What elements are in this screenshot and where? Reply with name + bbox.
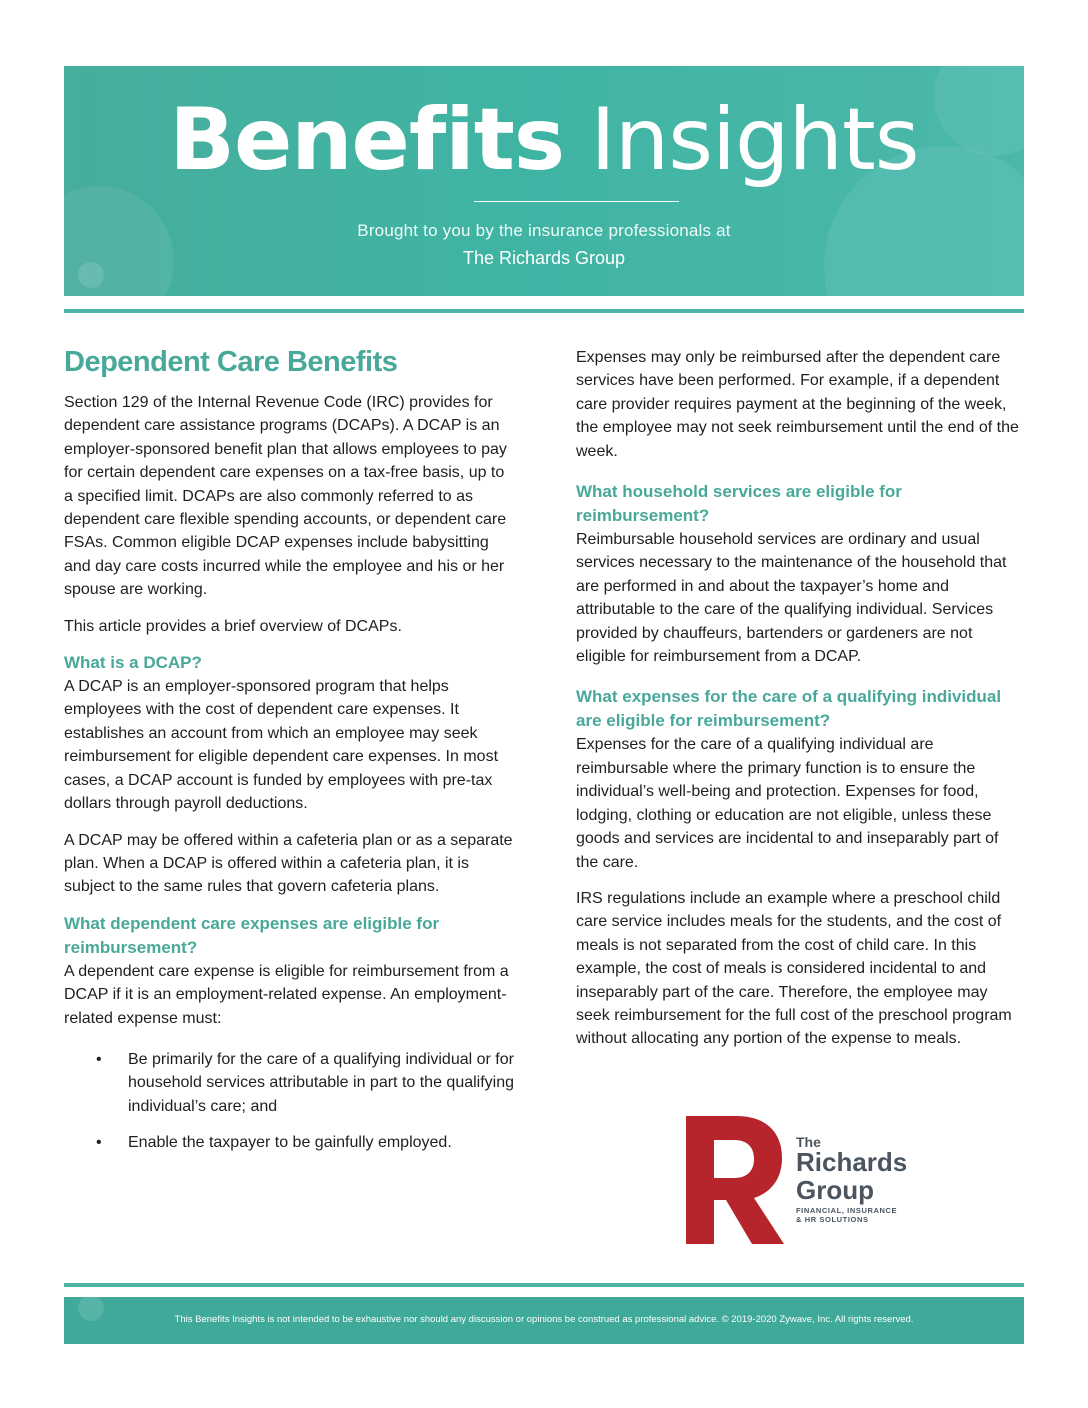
header-subtitle: Brought to you by the insurance professionals at [357,221,731,240]
section-heading: What household services are eligible for reimbursement? [576,482,902,526]
richards-group-logo [684,1116,924,1246]
eligibility-list [64,1048,514,1155]
top-divider [64,309,1024,313]
bottom-divider [64,1283,1024,1287]
intro-paragraph: Section 129 of the Internal Revenue Code (IRC) provides for dependent care assistance programs (DCAPs). A DCAP is an employer-sponsored benefit plan that allows employees to pay for certain dependent care expenses on a tax-free basis, up to a specified limit. DCAPs are also commonly referred to as dependent care flexible spending accounts, or dependent care FSAs. Common eligible DCAP expenses include babysitting and day care costs incurred while the employee and his or her spouse are working. [64,394,507,599]
section-paragraph: A dependent care expense is eligible for reimbursement from a DCAP if it is an employment-related expense. An employment-related expense must: [64,962,509,1027]
section-heading: What dependent care expenses are eligible for reimbursement? [64,913,440,957]
header-company: The Richards Group [462,248,626,268]
right-column [576,346,1024,1064]
section-paragraph: IRS regulations include an example where a preschool child care service includes meals for the students, and the cost of meals is not separated from the cost of child care. In this example, the cost of meals is considered incidental to and inseparably part of the care. Therefore, the employee may seek reimbursement for the full cost of the preschool program without allocating any portion of the expense to meals. [576,889,1012,1048]
intro-paragraph-2: This article provides a brief overview of DCAPs. [64,617,402,635]
list-item: • Enable the taxpayer to be gainfully employed. [64,1131,514,1154]
page-title: Benefits Insights [169,90,919,190]
title-divider [474,201,679,202]
footer-disclaimer: This Benefits Insights is not intended to be exhaustive nor should any discussion or opinions be construed as professional advice. © 2019-2020 Zywave, Inc. All rights reserved. [174,1314,914,1325]
section-paragraph: Expenses may only be reimbursed after the dependent care services have been performed. For example, if a dependent care provider requires payment at the beginning of the week, the employee may not seek reimbursement until the end of the week. [576,349,1019,460]
logo-tagline-1: FINANCIAL, INSURANCE [796,1206,898,1215]
section-paragraph: A DCAP is an employer-sponsored program that helps employees with the cost of dependent care expenses. It establishes an account from which an employee may seek reimbursement for eligible dependent care expenses. In most cases, a DCAP account is funded by employees with pre-tax dollars through payroll deductions. [64,678,499,813]
logo-text-richards: Richards [796,1147,908,1177]
logo-text-group: Group [796,1175,874,1205]
section-heading: What expenses for the care of a qualifying individual are eligible for reimbursement? [576,687,1002,731]
logo-text-the: The [796,1134,821,1150]
footer-bar [64,1297,1024,1344]
section-paragraph: Reimbursable household services are ordinary and usual services necessary to the maintenance of the household that are performed in and about the taxpayer’s home and attributable to the care of the qualifying individual. Services provided by chauffeurs, bartenders or gardeners are not eligible for reimbursement from a DCAP. [576,531,1007,666]
article-title: Dependent Care Benefits [64,346,398,378]
section-paragraph: Expenses for the care of a qualifying individual are reimbursable where the primary function is to ensure the individual’s well-being and protection. Expenses for food, lodging, clothing or education are not eligible, unless these goods and services are incidental to and inseparably part of the care. [576,736,999,871]
left-column [64,345,514,1168]
section-paragraph: A DCAP may be offered within a cafeteria plan or as a separate plan. When a DCAP is offered within a cafeteria plan, it is subject to the same rules that govern cafeteria plans. [64,831,513,896]
r-mark-icon [684,1116,784,1246]
section-heading: What is a DCAP? [64,653,202,673]
header-banner [64,66,1024,296]
list-item: • Be primarily for the care of a qualifying individual or for household services attributable in part to the qualifying individual’s care; and [64,1048,514,1118]
logo-tagline-2: & HR SOLUTIONS [796,1215,869,1224]
